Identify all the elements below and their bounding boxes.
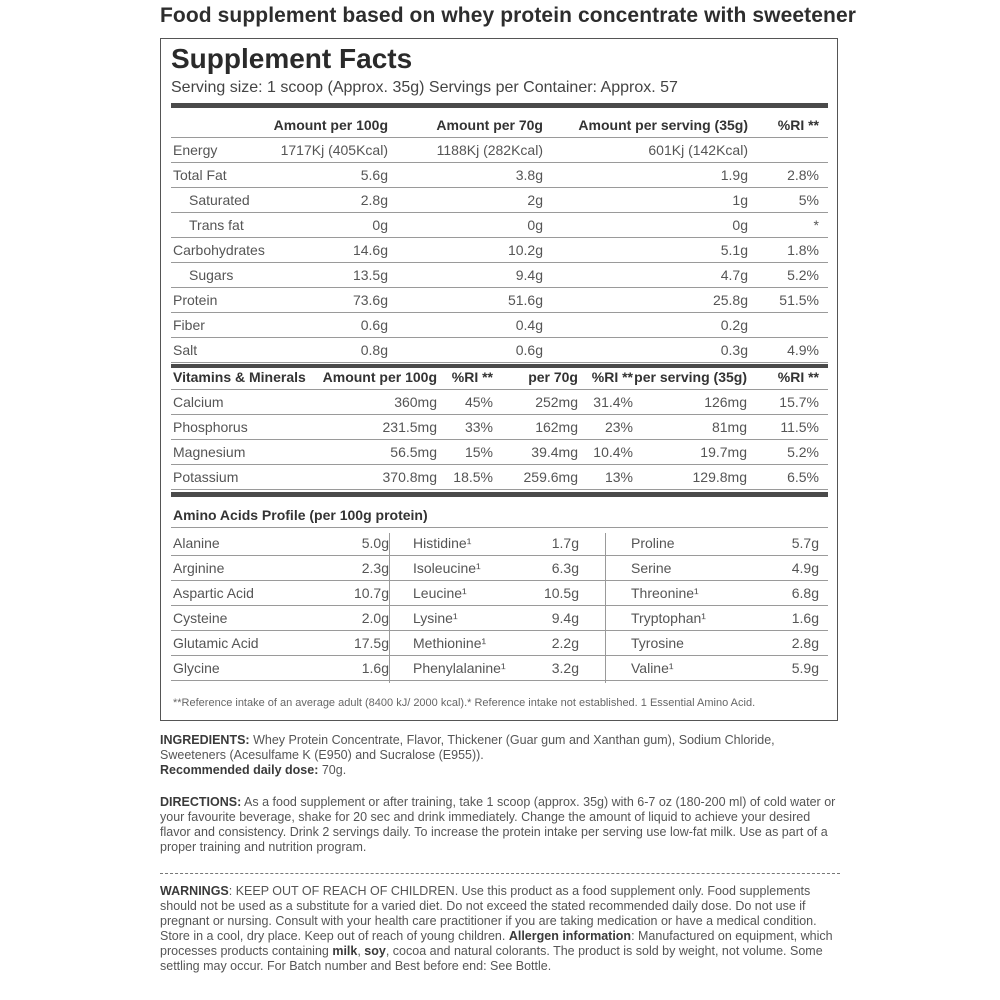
nutrient-name: Salt [173,342,198,358]
nutrient-value: 73.6g [352,292,388,308]
allergen-text: : Manufactured on equipment, which processes products containing [160,929,833,958]
mineral-value: 45% [464,394,493,410]
dose-label: Recommended daily dose: [160,763,319,777]
amino-acid-value: 1.6g [791,610,819,626]
nutrient-value: 0.2g [720,317,748,333]
row-rule [171,680,828,681]
separator: , [357,944,365,958]
mineral-value: 39.4mg [531,444,578,460]
amino-acid-name: Valine¹ [631,660,674,676]
amino-acid-name: Isoleucine¹ [413,560,481,576]
row-rule [171,489,828,490]
mineral-value: 15% [464,444,493,460]
mineral-value: 10.4% [593,444,633,460]
amino-acid-name: Threonine¹ [631,585,699,601]
product-subtitle: Food supplement based on whey protein concentrate with sweetener [160,4,857,27]
nutrient-value: 51.6g [507,292,543,308]
column-separator [605,533,606,683]
amino-acid-value: 10.5g [543,585,579,601]
amino-acid-value: 4.9g [791,560,819,576]
nutrient-value: 0.3g [720,342,748,358]
nutrient-name: Total Fat [173,167,227,183]
amino-acid-name: Aspartic Acid [173,585,254,601]
amino-acid-value: 2.8g [791,635,819,651]
mineral-value: 259.6mg [523,469,578,485]
table-row [171,556,828,581]
nutrient-value: 5.2% [787,267,819,283]
nutrient-name: Sugars [189,267,234,283]
facts-title: Supplement Facts [171,43,413,74]
amino-acid-name: Glutamic Acid [173,635,259,651]
row-rule [171,362,828,363]
column-header: Amount per 100g [273,117,388,133]
mineral-name: Magnesium [173,444,246,460]
dashed-divider [160,873,840,874]
amino-acid-value: 5.7g [791,535,819,551]
table-row [171,415,828,440]
amino-acid-value: 2.3g [361,560,389,576]
warnings-block [160,884,840,974]
column-header: %RI ** [777,117,819,133]
amino-acid-name: Leucine¹ [413,585,467,601]
warnings-label: WARNINGS [160,884,229,898]
amino-acid-name: Lysine¹ [413,610,458,626]
mineral-value: 370.8mg [382,469,437,485]
amino-acid-value: 5.0g [361,535,389,551]
amino-acid-value: 2.0g [361,610,389,626]
mineral-value: 33% [464,419,493,435]
footnote: **Reference intake of an average adult (8400 kJ/ 2000 kcal).* Reference intake not established. 1 Essential Amino Acid. [173,697,756,709]
allergen-milk: milk [332,944,358,958]
amino-acid-value: 1.6g [361,660,389,676]
amino-acid-value: 6.3g [551,560,579,576]
nutrient-value: 0g [732,217,748,233]
nutrient-value: 5.6g [360,167,388,183]
directions-text: As a food supplement or after training, take 1 scoop (approx. 35g) with 6-7 oz (180-200 ml) of cold water or your favourite beverage, shake for 20 sec and drink immediately. Change the amount of liquid to achieve your desired flavor and consistency. Drink 2 servings daily. To increase the protein intake per serving use low-fat milk. Use as part of a proper training and nutrition program. [160,795,836,854]
nutrient-name: Carbohydrates [173,242,265,258]
table-row [171,313,828,338]
amino-title: Amino Acids Profile (per 100g protein) [173,507,428,523]
column-header: %RI ** [777,369,819,385]
nutrient-value: 0.4g [515,317,543,333]
mineral-value: 19.7mg [700,444,747,460]
amino-acid-value: 17.5g [353,635,389,651]
nutrient-value: 5.1g [720,242,748,258]
nutrient-value: 3.8g [515,167,543,183]
nutrient-value: 51.5% [779,292,819,308]
nutrient-value: 25.8g [712,292,748,308]
nutrient-value: * [813,217,819,233]
nutrient-value: 1.8% [787,242,819,258]
nutrient-value: 0.6g [515,342,543,358]
mineral-value: 252mg [535,394,578,410]
allergen-label: Allergen information [508,929,632,943]
column-header: per 70g [528,369,578,385]
nutrient-value: 0.6g [360,317,388,333]
amino-acid-value: 5.9g [791,660,819,676]
warnings-text-end: , cocoa and natural colorants. The product is sold by weight, not volume. Some settling may occur. For Batch number and Best before end: See Bottle. [160,944,823,973]
table-row [171,213,828,238]
column-header: Amount per serving (35g) [578,117,748,133]
mineral-name: Phosphorus [173,419,248,435]
amino-acid-name: Methionine¹ [413,635,487,651]
table-row [171,465,828,490]
facts-header-row [171,113,828,138]
dose-text: 70g. [318,763,347,777]
directions-label: DIRECTIONS: [160,795,242,809]
thick-divider [171,492,828,497]
nutrient-value: 4.9% [787,342,819,358]
column-header: %RI ** [451,369,493,385]
amino-acid-name: Phenylalanine¹ [413,660,506,676]
mineral-value: 360mg [394,394,437,410]
column-header: Amount per 70g [436,117,543,133]
directions-block [160,795,840,855]
amino-acid-name: Proline [631,535,675,551]
column-header: %RI ** [591,369,633,385]
mineral-value: 23% [604,419,633,435]
table-row [171,581,828,606]
amino-acid-name: Alanine [173,535,220,551]
table-row [171,631,828,656]
mineral-value: 6.5% [787,469,819,485]
nutrient-value: 2.8g [360,192,388,208]
amino-acid-value: 9.4g [551,610,579,626]
column-header: Amount per 100g [322,369,437,385]
mineral-value: 129.8mg [692,469,747,485]
amino-acids-table [171,531,819,701]
table-row [171,606,828,631]
nutrient-value: 0g [527,217,543,233]
table-row [171,288,828,313]
amino-acid-value: 3.2g [551,660,579,676]
table-row [171,390,828,415]
column-separator [389,533,390,683]
nutrient-value: 0g [372,217,388,233]
vitamins-header-row [171,365,828,390]
mineral-value: 31.4% [593,394,633,410]
table-row [171,263,828,288]
nutrient-name: Protein [173,292,218,308]
table-row [171,163,828,188]
nutrient-value: 14.6g [352,242,388,258]
nutrient-name: Saturated [189,192,250,208]
table-row [171,338,828,363]
serving-info: Serving size: 1 scoop (Approx. 35g) Servings per Container: Approx. 57 [171,79,678,96]
amino-acid-value: 6.8g [791,585,819,601]
mineral-value: 15.7% [779,394,819,410]
mineral-value: 56.5mg [390,444,437,460]
table-row [171,531,828,556]
amino-acid-name: Tyrosine [631,635,684,651]
nutrient-value: 2.8% [787,167,819,183]
amino-acid-name: Serine [631,560,672,576]
ingredients-text: Whey Protein Concentrate, Flavor, Thickener (Guar gum and Xanthan gum), Sodium Chloride, Sweeteners (Acesulfame K (E950) and Sucralose (E955)). [160,733,775,762]
amino-header [171,503,828,528]
allergen-soy: soy [364,944,386,958]
table-row [171,188,828,213]
amino-acid-name: Glycine [173,660,220,676]
nutrient-value: 1717Kj (405Kcal) [280,142,388,158]
mineral-value: 5.2% [787,444,819,460]
nutrient-value: 10.2g [507,242,543,258]
nutrient-value: 5% [798,192,819,208]
nutrient-name: Energy [173,142,218,158]
amino-acid-name: Cysteine [173,610,228,626]
nutrient-value: 1.9g [720,167,748,183]
mineral-value: 13% [604,469,633,485]
mineral-name: Calcium [173,394,224,410]
amino-acid-value: 1.7g [551,535,579,551]
amino-acid-name: Histidine¹ [413,535,472,551]
ingredients-block [160,733,840,778]
mineral-name: Potassium [173,469,239,485]
mineral-value: 126mg [704,394,747,410]
mineral-value: 81mg [711,419,747,435]
nutrient-value: 13.5g [352,267,388,283]
nutrient-value: 1188Kj (282Kcal) [436,142,543,158]
nutrient-value: 601Kj (142Kcal) [648,142,748,158]
column-header: Vitamins & Minerals [173,369,306,385]
amino-acid-value: 2.2g [551,635,579,651]
nutrient-value: 0.8g [360,342,388,358]
table-row [171,656,828,681]
nutrient-value: 9.4g [515,267,543,283]
table-row [171,440,828,465]
warnings-text: : KEEP OUT OF REACH OF CHILDREN. Use this product as a food supplement only. Food supplements should not be used as a substitute for a varied diet. Do not exceed the stated recommended daily dose. Do not use if pregnant or nursing. Consult with your health care practitioner if you are taking medication or have a medical condition. Store in a cool, dry place. Keep out of reach of young children. [160,884,817,943]
amino-acid-value: 10.7g [353,585,389,601]
table-row [171,238,828,263]
thick-divider [171,103,828,108]
mineral-value: 18.5% [453,469,493,485]
nutrient-name: Fiber [173,317,205,333]
supplement-facts-panel [160,38,838,721]
column-header: per serving (35g) [634,369,747,385]
mineral-value: 231.5mg [382,419,437,435]
mineral-value: 162mg [535,419,578,435]
table-row [171,138,828,163]
amino-acid-name: Tryptophan¹ [631,610,706,626]
nutrient-value: 4.7g [720,267,748,283]
ingredients-label: INGREDIENTS: [160,733,250,747]
amino-acid-name: Arginine [173,560,225,576]
mineral-value: 11.5% [780,419,819,435]
nutrient-name: Trans fat [189,217,244,233]
nutrient-value: 2g [527,192,543,208]
nutrient-value: 1g [732,192,748,208]
